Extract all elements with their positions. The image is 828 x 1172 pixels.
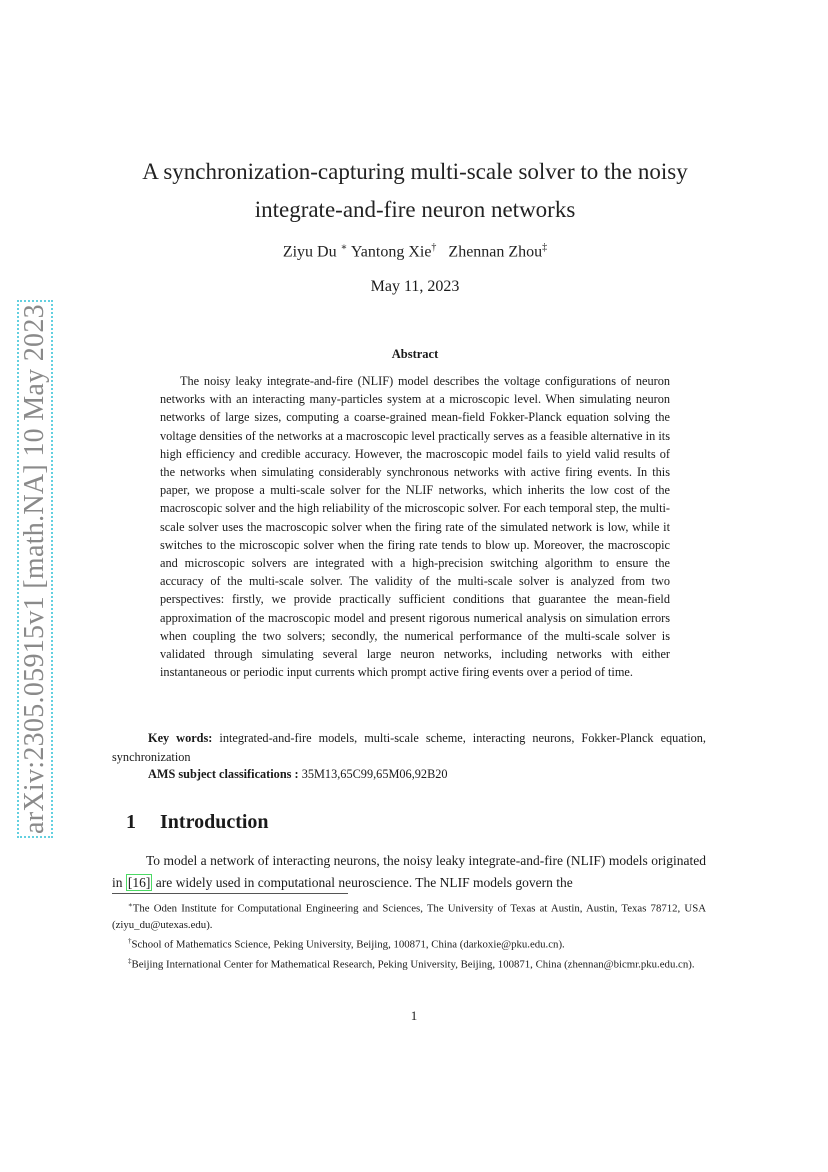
abstract-heading: Abstract [391, 347, 439, 361]
abstract-text: The noisy leaky integrate-and-fire (NLIF) model describes the voltage configurations of neuron networks with an interacting many-particles system at a microscopic level. When simulating neuron networks of large sizes, computing a coarse-grained mean-field Fokker-Planck equation solving the voltage densities of the networks at a macroscopic level practically serves as a feasible alternative in its high efficiency and credible accuracy. However, the macroscopic model fails to yield valid results of the networks when simulating considerably synchronous networks with active firing events. In this paper, we propose a multi-scale solver for the NLIF networks, which inherits the low cost of the macroscopic solver and the high reliability of the microscopic solver. For each temporal step, the multi-scale solver uses the macroscopic solver when the firing rate of the simulated network is low, while it switches to the microscopic solver when the firing rate tends to blow up. Moreover, the macroscopic and microscopic solvers are integrated with a high-precision switching algorithm to ensure the accuracy of the multi-scale solver. The validity of the multi-scale solver is analyzed from two perspectives: firstly, we provide practically sufficient conditions that guarantee the mean-field approximation of the macroscopic model and present rigorous numerical analysis on simulation errors when coupling the two solvers; secondly, the numerical performance of the multi-scale solver is validated through simulating several large neuron networks, including networks with either instantaneous or periodic input currents which prompt active firing events over a period of time. [160, 374, 670, 680]
footnote-2 [112, 933, 706, 953]
page-number: 1 [410, 1008, 418, 1023]
author-footnote-mark: ‡ [542, 242, 548, 253]
arxiv-identifier[interactable]: arXiv:2305.05915v1 [math.NA] 10 May 2023 [19, 304, 50, 834]
author-footnote-mark: ∗ [340, 242, 348, 253]
footnote-1 [112, 897, 706, 933]
author-footnote-mark: † [431, 242, 437, 253]
introduction-paragraph [112, 850, 706, 894]
author-name: Ziyu Du [282, 243, 337, 261]
footnote-mark: † [128, 937, 132, 945]
footnote-text: The Oden Institute for Computational Engineering and Sciences, The University of Texas at Austin, Austin, Texas 78712, USA (ziyu_du@utexas.edu). [112, 902, 706, 931]
ams-classification [148, 767, 708, 782]
keywords-paragraph [112, 729, 706, 766]
footnote-3 [112, 953, 706, 973]
title-line-1: A synchronization-capturing multi-scale solver to the noisy [142, 159, 688, 184]
paper-title [110, 153, 720, 229]
footnote-divider [112, 893, 348, 894]
footnote-mark: ‡ [128, 956, 132, 965]
intro-text-part2: are widely used in computational neuroscience. The NLIF models govern the [155, 875, 573, 890]
section-title: Introduction [160, 811, 269, 833]
ams-codes: 35M13,65C99,65M06,92B20 [301, 767, 448, 781]
author-list [110, 242, 720, 261]
footnotes [112, 897, 706, 973]
author-name: Yantong Xie [350, 243, 432, 261]
publication-date: May 11, 2023 [370, 278, 460, 295]
footnote-text: Beijing International Center for Mathematical Research, Peking University, Beijing, 100871, China (zhennan@bicmr.pku.edu.cn). [131, 958, 695, 971]
author-name: Zhennan Zhou [448, 243, 543, 261]
section-number: 1 [126, 811, 136, 833]
footnote-text: School of Mathematics Science, Peking University, Beijing, 100871, China (darkoxie@pku.edu.cn). [131, 938, 565, 951]
intro-text-part1: To model a network of interacting neurons, the noisy leaky integrate-and-fire (NLIF) models originated in [112, 853, 706, 890]
footnote-mark: ∗ [128, 901, 133, 909]
section-heading [126, 811, 269, 834]
keywords-text: integrated-and-fire models, multi-scale scheme, interacting neurons, Fokker-Planck equation, synchronization [112, 731, 706, 764]
ams-label: AMS subject classifications : [148, 767, 299, 781]
citation-link[interactable]: [16] [127, 875, 151, 890]
keywords-label: Key words: [148, 731, 213, 745]
title-line-2: integrate-and-fire neuron networks [254, 197, 576, 222]
